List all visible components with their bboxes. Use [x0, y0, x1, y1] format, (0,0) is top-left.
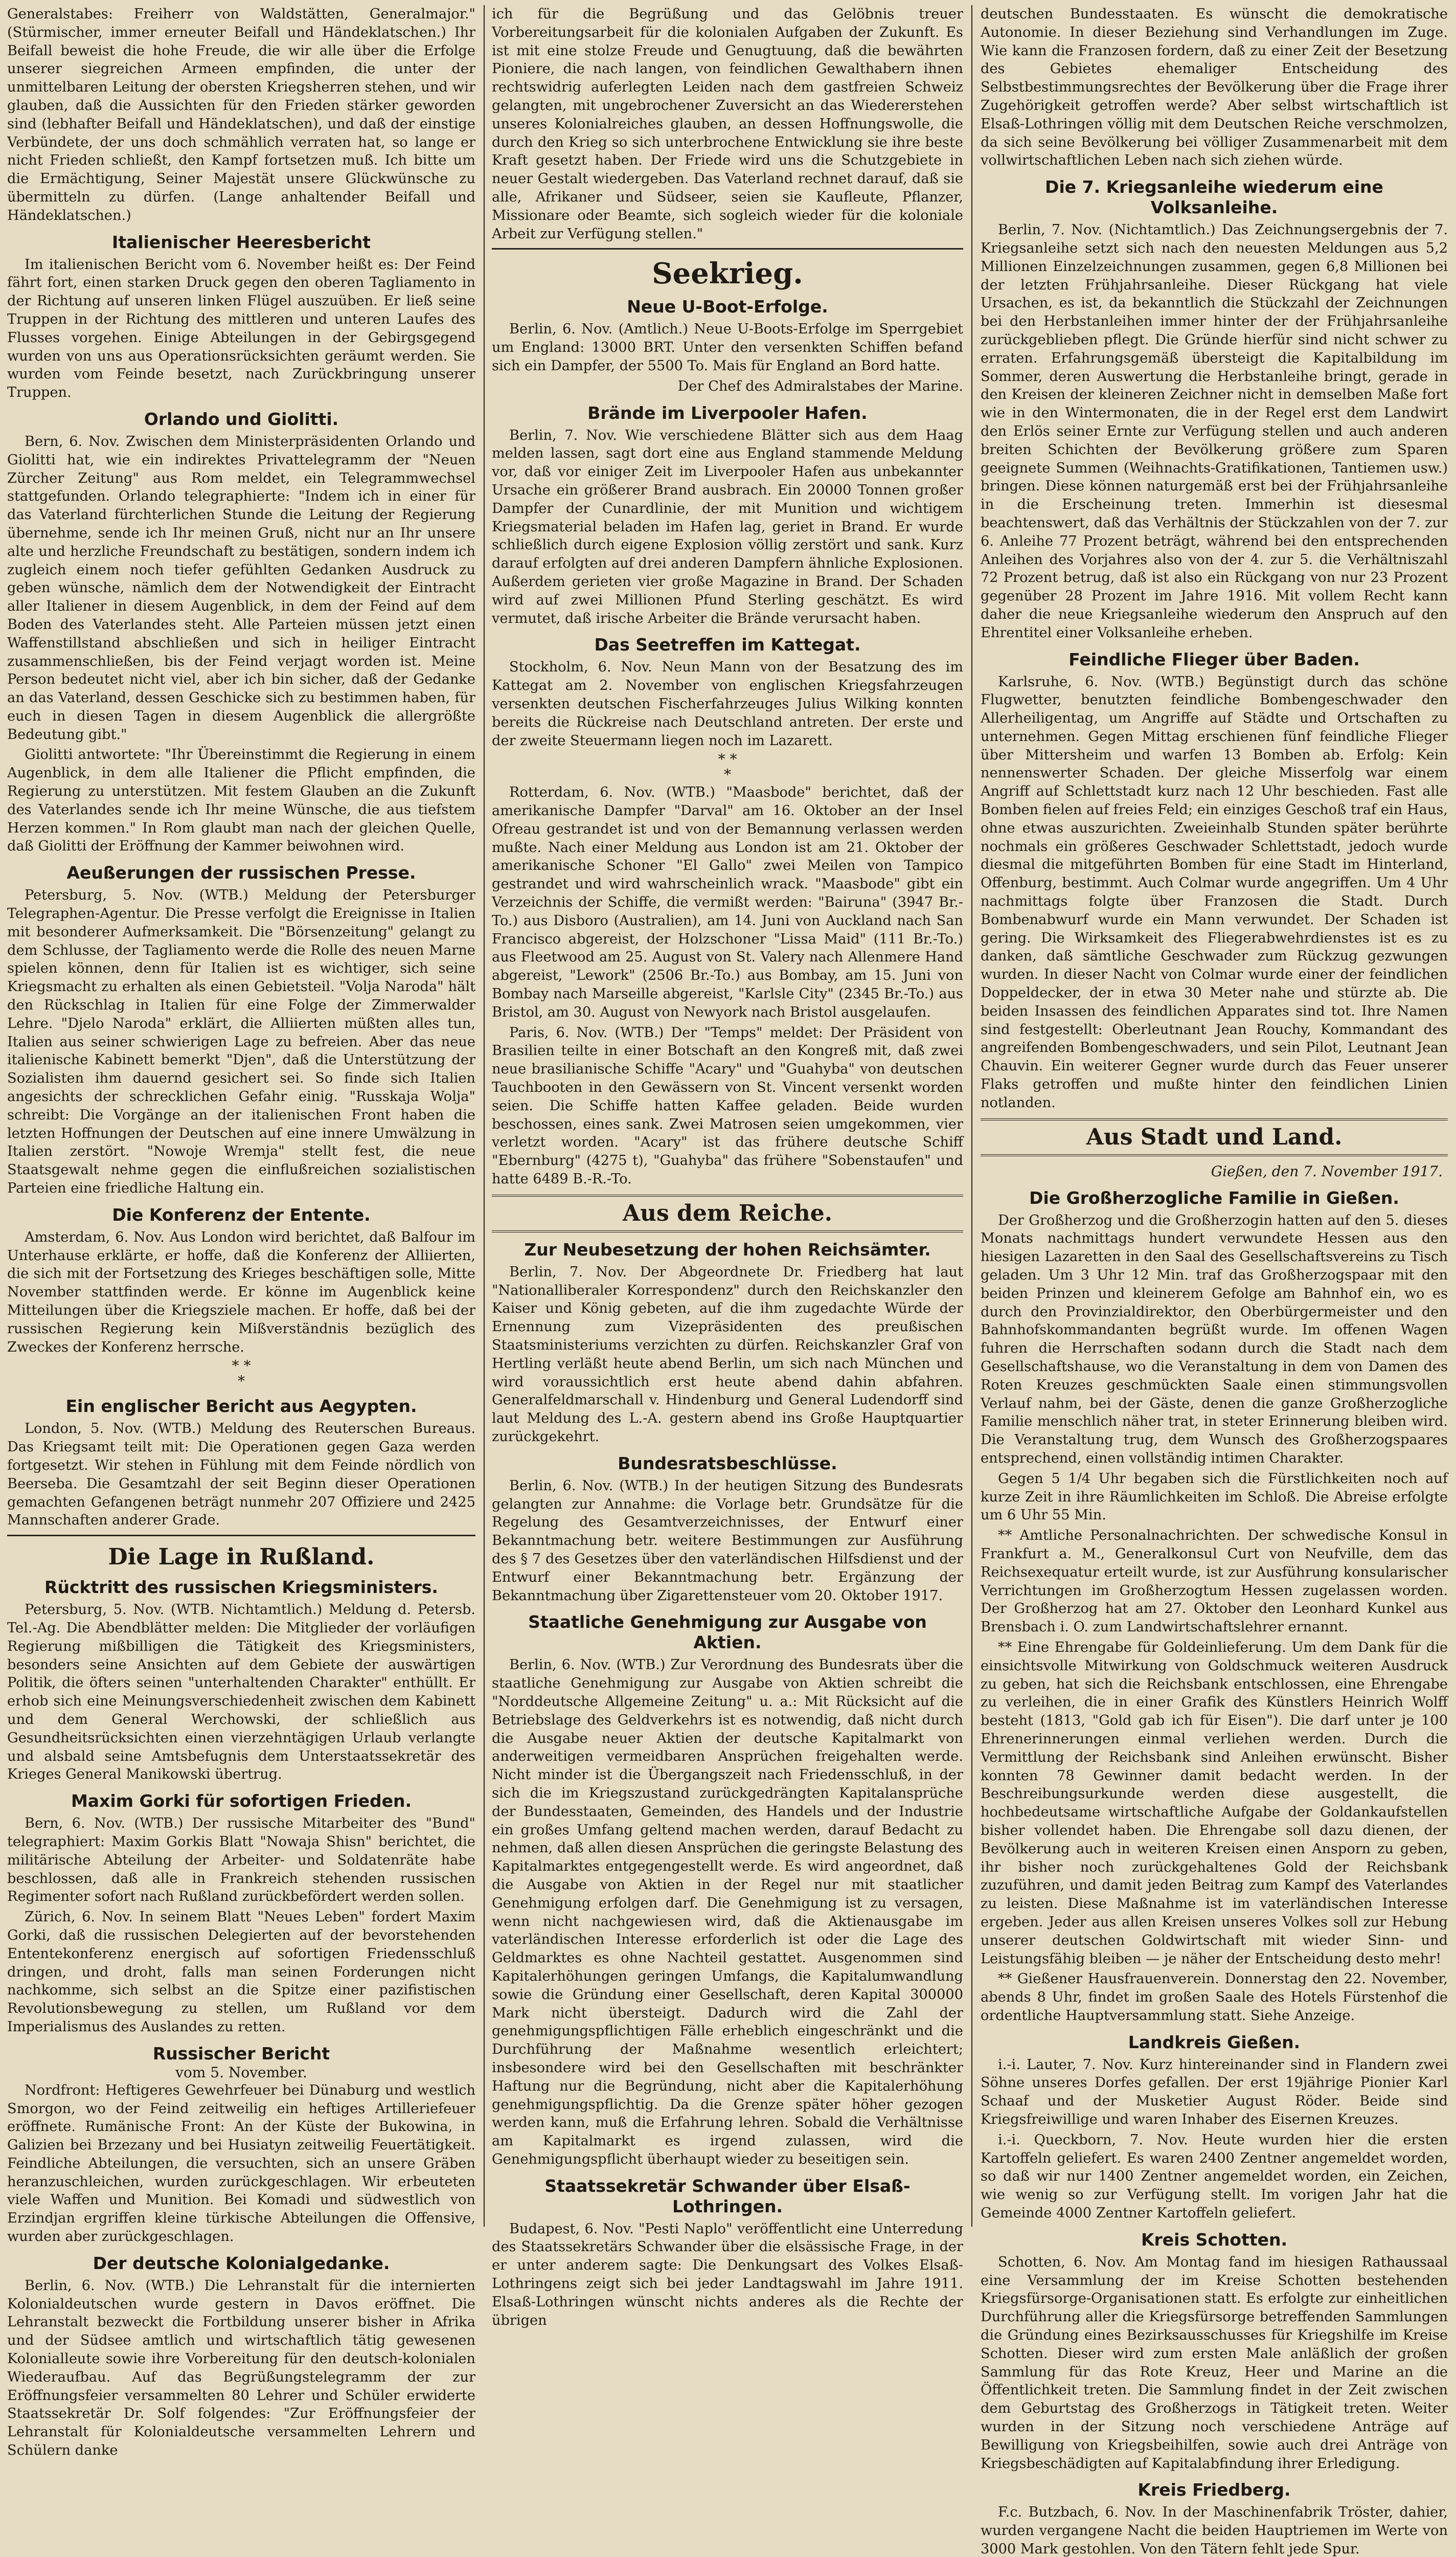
- article-text: Bern, 6. Nov. (WTB.) Der russische Mitarbeiter des "Bund" telegraphiert: Maxim Gorkis Blatt "Nowaja Shisn" berichtet, die militärische Abteilung der Arbeiter- und Soldatenräte habe beschlossen, daß alle in Frankreich stehenden russischen Regimenter sofort nach Rußland zurückbefördert werden sollen.: [7, 1815, 475, 1905]
- column-rule: [971, 5, 972, 2227]
- article-heading: Brände im Liverpooler Hafen.: [587, 402, 868, 423]
- section-title: Aus dem Reiche.: [622, 1200, 833, 1226]
- article-heading: Die 7. Kriegsanleihe wiederum eine Volksanleihe.: [1045, 177, 1383, 218]
- article-text: i.-i. Lauter, 7. Nov. Kurz hintereinander sind in Flandern zwei Söhne unseres Dorfes gefallen. Der erst 19jährige Pionier Karl Schaaf und der Musketier August Röder. Beide sind Kriegsfreiwillige und waren Inhaber des Eisernen Kreuzes.: [981, 2056, 1448, 2128]
- article-text: Giolitti antwortete: "Ihr Übereinstimmt die Regierung in einem Augenblick, in dem alle Italiener die Pflicht empfinden, die Regierung zu unterstützen. Mit festem Glauben an die Zukunft des Vaterlandes sende ich Ihr meine Wünsche, die aus tiefstem Herzen kommen." In Rom glaubt man nach der gleichen Quelle, daß Giolitti der Eröffnung der Kammer beiwohnen wird.: [7, 747, 475, 855]
- section-banner: [492, 1195, 963, 1232]
- article-heading: Bundesratsbeschlüsse.: [618, 1453, 837, 1473]
- article-text: Bern, 6. Nov. Zwischen dem Ministerpräsidenten Orlando und Giolitti hat, wie ein indirektes Privattelegramm der "Neuen Zürcher Zeitung" aus Rom meldet, ein Telegrammwechsel stattgefunden. Orlando telegraphierte: "Indem ich in einer für das Vaterland fürchterlichen Stunde die Leitung der Regierung übernehme, sende ich Ihr meinen Gruß, nicht nur an Ihr unsere alte und herzliche Freundschaft zu bestätigen, sondern indem ich zugleich einem noch tiefer gefühlten Gedanken Ausdruck zu geben wünsche, nämlich dem der Notwendigkeit der Eintracht aller Italiener in diesem Augenblick, in dem der Feind auf dem Boden des Vaterlandes steht. Alle Parteien müssen jetzt einen Waffenstillstand abschließen und sich in heiliger Eintracht zusammenschließen, bis der Feind verjagt worden ist. Meine Person bedeutet nicht viel, aber ich bin sicher, daß der Gedanke an das Vaterland, dessen Geschicke sich zu bestimmen haben, für euch in diesen Tagen in diesem Augenblick die allergrößte Bedeutung gibt.": [7, 433, 475, 743]
- article-heading: Neue U-Boot-Erfolge.: [627, 297, 828, 317]
- article-text: Gegen 5 1/4 Uhr begaben sich die Fürstlichkeiten noch auf kurze Zeit in ihre Räumlichkeiten im Schloß. Die Abreise erfolgte um 6 Uhr 55 Min.: [981, 1470, 1448, 1523]
- article-text: ich für die Begrüßung und das Gelöbnis treuer Vorbereitungsarbeit für die kolonialen Aufgaben der Zukunft. Es ist mit eine stolze Freude und Genugtuung, daß die bewährten Pioniere, die nach langen, von feindlichen Gewalthabern ihnen rechtswidrig auferlegten Leiden nach dem gastfreien Schweiz gelangten, mit ungebrochener Zuversicht an das Wiedererstehen unseres Kolonialreiches glauben, an dessen Hoffnungswolle, die durch den Krieg so sich unterbrochene Entwicklung sie ihre beste Kraft gesetzt haben. Der Friede wird uns die Schutzgebiete in neuer Gestalt wiedergeben. Das Vaterland rechnet darauf, daß sie alle, Afrikaner und Südseer, seien sie Kaufleute, Pflanzer, Missionare oder Beamte, sich sogleich wieder für die koloniale Arbeit zur Verfügung stellen.": [492, 6, 963, 242]
- article-heading: Der deutsche Kolonialgedanke.: [93, 2253, 390, 2273]
- section-separator: * * *: [232, 1357, 251, 1390]
- article-text: ** Amtliche Personalnachrichten. Der schwedische Konsul in Frankfurt a. M., Generalkonsul Curt von Neufville, dem das Reichsexequatur erteilt wurde, ist zur Ausführung konsularischer Verrichtungen im Großherzogtum Hessen zugelassen worden. Der Großherzog hat am 27. Oktober den Leonhard Kunkel aus Brensbach i. O. zum Landwirtschaftslehrer ernannt.: [981, 1528, 1448, 1635]
- article-heading: Kreis Schotten.: [1141, 2229, 1288, 2250]
- article-heading: Italienischer Heeresbericht: [111, 232, 371, 252]
- article-heading: Rücktritt des russischen Kriegsministers.: [44, 1577, 438, 1598]
- article-text: Schotten, 6. Nov. Am Montag fand im hiesigen Rathaussaal eine Versammlung der im Kreise Schotten bestehenden Kriegsfürsorge-Organisationen statt. Es erfolgte zur einheitlichen Durchführung aller die Kriegsfürsorge betreffenden Sammlungen die Gründung eines Bezirksausschusses für Kriegshilfe im Kreise Schotten. Dieser wird zum ersten Male anläßlich der großen Sammlung für das Rote Kreuz, Heer und Marine an die Öffentlichkeit treten. Die Sammlung findet in der Zeit zwischen dem Geburtstag des Großherzogs in Tätigkeit treten. Weiter wurden in der Sitzung noch verschiedene Anträge auf Bewilligung von Kriegsbeihilfen, sowie auch drei Anträge von Kriegsbeschädigten auf Kapitalabfindung ihrer Erledigung.: [981, 2254, 1448, 2472]
- article-text: Berlin, 6. Nov. (Amtlich.) Neue U-Boots-Erfolge im Sperrgebiet um England: 13000 BRT. Unter den versenkten Schiffen befand sich ein Dampfer, der 5500 To. Mais für England an Bord hatte.: [492, 321, 963, 374]
- article-text: Paris, 6. Nov. (WTB.) Der "Temps" meldet: Der Präsident von Brasilien teilte in einer Botschaft an den Kongreß mit, daß zwei neue brasilianische Schiffe "Acary" und "Guahyba" von deutschen Tauchbooten in den Gewässern von St. Vincent versenkt worden seien. Die Schiffe hatten Kaffee geladen. Beide wurden beschossen, eines sank. Zwei Matrosen seien umgekommen, vier verletzt worden. "Acary" ist das frühere deutsche Schiff "Ebernburg" (4275 t), "Guahyba" das frühere "Sobenstaufen" und hatte 6489 B.-R.-To.: [492, 1024, 963, 1187]
- article-text: Petersburg, 5. Nov. (WTB.) Meldung der Petersburger Telegraphen-Agentur. Die Presse verfolgt die Ereignisse in Italien mit besonderer Aufmerksamkeit. Die "Börsenzeitung" gelangt zu dem Schlusse, der Tagliamento werde die Rolle des neuen Marne spielen können, denn für Italien ist es wichtiger, sich seine Kriegsmacht zu erhalten als einen Gebietsteil. "Volja Naroda" hält den Rückschlag in Italien für eine Folge der Zimmerwalder Lehre. "Djelo Naroda" erklärt, die Alliierten müßten alles tun, Italien aus seiner schwierigen Lage zu befreien. Aber das neue italienische Kabinett bemerkt "Djen", daß die Unterstützung der Sozialisten ihm dauernd gesichert sei. So finde sich Italien angesichts der schrecklichen Gefahr einig. "Russkaja Wolja" schreibt: Die Vorgänge an der italienischen Front haben die letzten Hoffnungen der Deutschen auf eine innere Umwälzung in Italien zerstört. "Nowoje Wremja" stellt fest, die neue Staatsgewalt nehme gegen die einflußreichen sozialistischen Parteien eine friedliche Haltung ein.: [7, 887, 475, 1197]
- article-text: Petersburg, 5. Nov. (WTB. Nichtamtlich.) Meldung d. Petersb. Tel.-Ag. Die Abendblätter melden: Die Mitglieder der vorläufigen Regierung mißbilligen die Tätigkeit des Kriegsministers, besonders seine Ansichten auf dem Gebiete der auswärtigen Politik, die öfters seinen "unterhaltenden Charakter" enthüllt. Er erhob sich eine Meinungsverschiedenheit zwischen dem Kabinett und dem General Werchowski, der schließlich aus Gesundheitsrücksichten einen vierzehntägigen Urlaub verlangte und alsbald seine Amtsbefugnis dem Unterstaatssekretär des Krieges General Manikowski übertrug.: [7, 1602, 475, 1783]
- article-text: Berlin, 6. Nov. (WTB.) Zur Verordnung des Bundesrats über die staatliche Genehmigung zur Ausgabe von Aktien schreibt die "Norddeutsche Allgemeine Zeitung" u. a.: Mit Rücksicht auf die Betriebslage des Geldverkehrs ist es notwendig, daß nicht durch die Ausgabe neuer Aktien der deutsche Kapitalmarkt von anderweitigen vermeidbaren Ansprüchen freigehalten werde. Nicht minder ist die Übergangszeit nach Friedensschluß, in der sich die im Kriegszustand zurückgedrängten Kapitalansprüche der Bundesstaaten, Gemeinden, des Handels und der Industrie ein großes Umfang geltend machen werden, darauf Bedacht zu nehmen, daß allen diesen Ansprüchen die geringste Belastung des Kapitalmarktes entgegengestellt werde. Es wird angeordnet, daß die Ausgabe von Aktien in der Regel nur mit staatlicher Genehmigung erfolgen darf. Die Genehmigung ist zu versagen, wenn nicht nachgewiesen wird, daß die Aktienausgabe im vaterländischen Interesse erforderlich ist oder die Lage des Geldmarktes es ohne Nachteil gestattet. Ausgenommen sind Kapitalerhöhungen geringen Umfangs, die Kapitalumwandlung sowie die Gründung einer Gesellschaft, deren Kapital 300000 Mark nicht übersteigt. Dadurch wird die Zahl der genehmigungspflichtigen Fälle erheblich eingeschränkt und die Durchführung der Maßnahme wesentlich erleichtert; insbesondere wird bei den Gesellschaften mit beschränkter Haftung nur die Begründung, nicht aber die Kapitalerhöhung genehmigungspflichtig. Da die Grenze später höher gezogen werden kann, muß die Erfahrung lehren. Sobald die Verhältnisse am Kapitalmarkt es irgend zulassen, wird die Genehmigungspflicht überhaupt wieder zu beseitigen sein.: [492, 1657, 963, 2167]
- article-heading: Russischer Bericht: [152, 2043, 330, 2063]
- article-text: deutschen Bundesstaaten. Es wünscht die demokratische Autonomie. In dieser Beziehung sind Verhandlungen im Zuge. Wie kann die Franzosen fordern, daß zu einer Zeit der Besetzung des Gebietes ehemaliger Entscheidung des Selbstbestimmungsrechtes der Bevölkerung über die Frage ihrer Zugehörigkeit getroffen werde? Aber selbst wirtschaftlich ist Elsaß-Lothringen völlig mit dem Deutschen Reiche verschmolzen, da sich seine Bevölkerung bei völliger Zusammenarbeit mit dem vollwirtschaftlichen Leben nach sich ziehen würde.: [981, 6, 1448, 169]
- section-title: Die Lage in Rußland.: [108, 1544, 375, 1571]
- article-heading: Ein englischer Bericht aus Aegypten.: [65, 1396, 417, 1417]
- article-heading: Aeußerungen der russischen Presse.: [66, 863, 416, 883]
- article-text: Berlin, 7. Nov. (Nichtamtlich.) Das Zeichnungsergebnis der 7. Kriegsanleihe setzt sich nach den neuesten Meldungen aus 5,2 Millionen Einzelzeichnungen zusammen, gegen 6,8 Millionen bei der letzten Frühjahrsanleihe. Dieser Rückgang hat viele Ursachen, es ist, da bekanntlich die Stückzahl der Zeichnungen bei den Herbstanleihen immer hinter der der Frühjahrsanleihe zurückgeblieben pflegt. Die Gründe hierfür sind nicht schwer zu erraten. Erfahrungsgemäß übersteigt die Kapitalbildung im Sommer, deren Auswertung die Herbstanleihe bringt, gerade in den Kreisen der kleineren Zeichner nicht in demselben Maße fort wie in den Wintermonaten, die in der Regel erst dem Landwirt den Erlös seiner Ernte zur Verfügung stellen und auch anderen breiten Schichten der Bevölkerung größere zum Sparen geeignete Summen (Weihnachts-Gratifikationen, Tantiemen usw.) bringen. Diese können naturgemäß erst bei der Frühjahrsanleihe in die Erscheinung treten. Immerhin ist diesesmal beachtenswert, daß das Verhältnis der Stückzahlen von der 7. zur 6. Anleihe 77 Prozent beträgt, während bei den entsprechenden Anleihen des Vorjahres also von der 4. zur 5. die Verhältniszahl 72 Prozent betrug, daß ist also ein Rückgang von nur 23 Prozent gegenüber 28 Prozent im Jahre 1916. Mit vollem Recht kann daher die neue Kriegsanleihe wiederum den Anspruch auf den Ehrentitel einer Volksanleihe erheben.: [981, 222, 1448, 641]
- article-text: Budapest, 6. Nov. "Pesti Naplo" veröffentlicht eine Unterredung des Staatssekretärs Schwander über die elsässische Frage, in der er unter anderem sagte: Die Denkungsart des Volkes Elsaß-Lothringens zeigt sich bei jeder Landtagswahl im Jahre 1911. Elsaß-Lothringen wünscht nichts anderes als die Rechte der übrigen: [492, 2220, 963, 2328]
- article-heading: Landkreis Gießen.: [1128, 2032, 1301, 2052]
- article-heading: Staatssekretär Schwander über Elsaß-Lothringen.: [544, 2175, 911, 2216]
- article-text: Zürich, 6. Nov. In seinem Blatt "Neues Leben" fordert Maxim Gorki, daß die russischen Delegierten auf der bevorstehenden Ententekonferenz energisch auf sofortigen Friedensschluß dringen, und droht, falls man seinen Forderungen nicht nachkomme, sich selbst an die Spitze einer pazifistischen Revolutionsbewegung zu stellen, um Rußland vor dem Imperialismus des Auslandes zu retten.: [7, 1909, 475, 2035]
- article-text: Karlsruhe, 6. Nov. (WTB.) Begünstigt durch das schöne Flugwetter, benutzten feindliche Bombengeschwader den Allerheiligentag, um Angriffe auf Städte und Ortschaften zu unternehmen. Gegen Mittag erschienen fünf feindliche Flieger über Mittersheim und warfen 13 Bomben ab. Erfolg: Kein nennenswerter Schaden. Der gleiche Misserfolg war einem Angriff auf Schlettstadt kurz nach 12 Uhr beschieden. Fast alle Bomben fielen auf freies Feld; ein einziges Geschoß traf ein Haus, ohne etwas auszurichten. Zweieinhalb Stunden später berührte nochmals ein größeres Geschwader Schlettstadt, jedoch wurde diesmal die mitgeführten Bomben für eine Stadt im Hinterland, Offenburg, bestimmt. Auch Colmar wurde angegriffen. Um 4 Uhr nachmittags folgte über Franzosen die Stadt. Durch Bombenabwurf wurde ein Mann verwundet. Der Schaden ist gering. Die Wirksamkeit des Fliegerabwehrdienstes ist es zu danken, daß sämtliche Geschwader zum Rückzug gezwungen wurden. In dieser Nacht von Colmar wurde einer der feindlichen Doppeldecker, der in etwa 30 Meter nahe und stürzte ab. Die beiden Insassen des feindlichen Apparates sind tot. Ihre Namen sind festgestellt: Oberleutnant Jean Rouchy, Kommandant des angreifenden Bombengeschwaders, und sein Pilot, Leutnant Jean Chauvin. Ein weiterer Gegner wurde durch das Feuer unserer Flaks getroffen und mußte hinter den feindlichen Linien notlanden.: [981, 674, 1448, 1111]
- article-heading: Die Konferenz der Entente.: [112, 1204, 371, 1225]
- article-text: Im italienischen Bericht vom 6. November heißt es: Der Feind fährt fort, einen starken Druck gegen den oberen Tagliamento in der Richtung auf unseren linken Flügel auszuüben. Er ließ seine Truppen in der Richtung des mittleren und unteren Laufes des Flusses vorgehen. Einige Abteilungen in der Gebirgsgegend wurden von uns aus Operationsrücksichten geräumt werden. Sie wurden vom Feinde besetzt, nach Zurückbringung unserer Truppen.: [7, 256, 475, 401]
- section-banner: [981, 1118, 1448, 1156]
- article-text: Berlin, 7. Nov. Der Abgeordnete Dr. Friedberg hat laut "Nationalliberaler Korrespondenz" durch den Reichskanzler den Kaiser und König gebeten, auf die ihm zugedachte Würde der Ernennung zum Vizepräsidenten des preußischen Staatsministeriums verzichten zu dürfen. Reichskanzler Graf von Hertling verläßt heute abend Berlin, um sich nach München und wird voraussichtlich erst heute abend dahin abfahren. Generalfeldmarschall v. Hindenburg und General Ludendorff sind laut Meldung des L.-A. gestern abend ins Große Hauptquartier zurückgekehrt.: [492, 1264, 963, 1445]
- dateline: Gießen, den 7. November 1917.: [1211, 1162, 1443, 1180]
- article-text: Berlin, 7. Nov. Wie verschiedene Blätter sich aus dem Haag melden lassen, sagt dort eine aus England stammende Meldung vor, daß vor einiger Zeit im Liverpooler Hafen aus unbekannter Ursache ein größerer Brand ausbrach. Ein 20000 Tonnen großer Dampfer der Cunardlinie, der mit Munition und wichtigem Kriegsmaterial beladen im Hafen lag, geriet in Brand. Er wurde schließlich durch eigene Explosion völlig zerstört und sank. Kurz darauf erfolgten auf drei anderen Dampfern ähnliche Explosionen. Außerdem gerieten vier große Magazine in Brand. Der Schaden wird auf zwei Millionen Pfund Sterling geschätzt. Es wird vermutet, daß irische Arbeiter die Brände verursacht haben.: [492, 427, 963, 626]
- divider: [7, 1535, 475, 1536]
- article-text: Stockholm, 6. Nov. Neun Mann von der Besatzung des im Kattegat am 2. November von englischen Kriegsfahrzeugen versenkten deutschen Fischerfahrzeuges Julius Wilking konnten bereits die Rückreise nach Deutschland antreten. Der erste und der zweite Steuermann liegen noch im Lazarett.: [492, 659, 963, 749]
- article-text: ** Eine Ehrengabe für Goldeinlieferung. Um dem Dank für die einsichtsvolle Mitwirkung von Goldschmuck weiteren Ausdruck zu geben, hat sich die Reichsbank entschlossen, eine Ehrengabe zu verleihen, die in einer Grafik des Künstlers Heinrich Wolff besteht (1813, "Gold gab ich für Eisen"). Die darf unter je 100 Ehrenerinnerungen einmal verliehen werden. Durch die Vermittlung der Reichsbank sind Anleihen erwünscht. Bisher konnten 78 Gewinner damit bedacht werden. In der Beschreibungsurkunde werden diese ausgestellt, die hochbedeutsame wirtschaftliche Aufgabe der Goldankaufstellen bisher vollendet haben. Die Ehrengabe soll dazu dienen, der Bevölkerung auch in weiteren Kreisen einen Ansporn zu geben, ihr bisher noch zurückgehaltenes Gold der Reichsbank zuzuführen, und damit jeden Beitrag zum Kampf des Vaterlandes zu leisten. Diese Maßnahme ist im vaterländischen Interesse ergeben. Jeder aus allen Kreisen unseres Volkes soll zur Hebung unserer deutschen Goldwirtschaft mit wieder Sinn- und Leistungsfähig bleiben — je näher der Entscheidung desto mehr!: [981, 1639, 1448, 1967]
- article-heading: Zur Neubesetzung der hohen Reichsämter.: [524, 1239, 931, 1260]
- section-title: Seekrieg.: [652, 257, 803, 291]
- article-text: i.-i. Queckborn, 7. Nov. Heute wurden hier die ersten Kartoffeln geliefert. Es waren 2400 Zentner angemeldet worden, so daß wir nur 1400 Zentner angemeldet worden, ein Zeichen, wie wenig so zur Verfügung stellt. Im vorigen Jahr hat die Gemeinde 4000 Zentner Kartoffeln geliefert.: [981, 2132, 1448, 2222]
- article-heading: Die Großherzogliche Familie in Gießen.: [1029, 1187, 1399, 1208]
- column-1: [7, 5, 475, 2459]
- article-text: ** Gießener Hausfrauenverein. Donnerstag den 22. November, abends 8 Uhr, findet im großen Saale des Hotels Fürstenhof die ordentliche Hauptversammlung statt. Siehe Anzeige.: [981, 1971, 1448, 2024]
- article-signature: Der Chef des Admiralstabes der Marine.: [677, 378, 963, 394]
- article-text: Der Großherzog und die Großherzogin hatten auf den 5. dieses Monats nachmittags hundert verwundete Hessen aus den hiesigen Lazaretten in den Saal des Gesellschaftsvereins zu Tisch geladen. Um 3 Uhr 12 Min. traf das Großherzogspaar mit den beiden Prinzen und kleinerem Gefolge am Bahnhof ein, wo es durch den Provinzialdirektor, den Oberbürgermeister und den Bahnhofskommandanten begrüßt wurde. Im offenen Wagen fuhren die Herrschaften sodann durch die Stadt nach dem Gesellschaftshause, wo die Veranstaltung in dem von Damen des Roten Kreuzes geschmückten Saale einen stimmungsvollen Verlauf nahm, bei der Gäste, denen die ganze Großherzogliche Familie menschlich näher trat, in steter Erinnerung bleiben wird. Die Veranstaltung trug, dem Wunsch des Großherzogspaares entsprechend, einen vollständig intimen Charakter.: [981, 1212, 1448, 1466]
- article-heading: Kreis Friedberg.: [1138, 2480, 1291, 2500]
- article-text: F.c. Butzbach, 6. Nov. In der Maschinenfabrik Tröster, dahier, wurden vergangene Nacht die beiden Hauptriemen im Werte von 3000 Mark gestohlen. Von den Tätern fehlt jede Spur.: [981, 2504, 1448, 2557]
- article-heading: Staatliche Genehmigung zur Ausgabe von Aktien.: [528, 1612, 927, 1653]
- article-text: Berlin, 6. Nov. (WTB.) Die Lehranstalt für die internierten Kolonialdeutschen wurde gestern in Davos eröffnet. Die Lehranstalt bezweckt die Fortbildung unserer bisher in Afrika und der Südsee amtlich und wirtschaftlich tätig gewesenen Kolonialleute sowie ihre Vorbereitung für den deutsch-kolonialen Wiederaufbau. Auf das Begrüßungstelegramm der zur Eröffnungsfeier versammelten 80 Lehrer und Schüler erwiderte Staatssekretär Dr. Solf folgendes: "Zur Eröffnungsfeier der Lehranstalt für Kolonialdeutsche versammelten Lehrern und Schülern danke: [7, 2277, 475, 2459]
- article-heading: Maxim Gorki für sofortigen Frieden.: [71, 1791, 412, 1811]
- article-heading: Feindliche Flieger über Baden.: [1068, 649, 1360, 669]
- article-heading: Orlando und Giolitti.: [144, 409, 339, 429]
- article-text: Rotterdam, 6. Nov. (WTB.) "Maasbode" berichtet, daß der amerikanische Dampfer "Darval" am 16. Oktober an der Insel Ofreau gestrandet ist und von der Bemannung verlassen werden mußte. Nach einer Meldung aus London ist am 21. Oktober der amerikanische Schoner "El Gallo" zwei Meilen von Tampico gestrandet und wird wahrscheinlich wrack. "Maasbode" gibt ein Verzeichnis der Schiffe, die vermißt werden: "Bairuna" (3947 Br.-To.) aus Disboro (Australien), am 14. Juni von Auckland nach San Francisco abgereist, der Holzschoner "Lissa Maid" (111 Br.-To.) aus Fleetwood am 25. August von St. Valery nach Allenmere Hand abgereist, "Lework" (2506 Br.-To.) aus Bombay, am 15. Juni von Bombay nach Marseille abgereist, "Karlsle City" (2345 Br.-To.) aus Bristol, am 30. August von Newyork nach Bristol ausgelaufen.: [492, 784, 963, 1020]
- divider: [492, 248, 963, 250]
- article-text: Generalstabes: Freiherr von Waldstätten, Generalmajor." (Stürmischer, immer erneuter Beifall und Händeklatschen.) Ihr Beifall beweist die hohe Freude, die wir alle über die Erfolge unserer siegreichen Armeen empfinden, die unter der unmittelbaren Leitung der obersten Kriegsherren stehen, und wir glauben, daß die Aussichten für den Frieden stärker geworden sind (lebhafter Beifall und Händeklatschen), und daß der einstige Verbündete, der uns doch schmählich verraten hat, so lange er nicht Frieden schließt, den Kampf fortsetzen muß. Ich bitte um die Ermächtigung, Seiner Majestät unsere Glückwünsche zu übermitteln zu dürfen. (Lange anhaltender Beifall und Händeklatschen.): [7, 6, 475, 223]
- column-rule: [484, 5, 485, 2227]
- section-separator: * * *: [718, 751, 737, 783]
- column-3: [981, 5, 1448, 2557]
- article-text: Nordfront: Heftigeres Gewehrfeuer bei Dünaburg und westlich Smorgon, wo der Feind zeitweilig ein heftiges Artilleriefeuer eröffnete. Rumänische Front: An der Küste der Bukowina, in Galizien bei Brzezany und bei Husiatyn zeitweilig Feuertätigkeit. Feindliche Abteilungen, die versuchten, sich an unsere Gräben heranzuschleichen, wurden zurückgeschlagen. Wir erbeuteten viele Waffen und Munition. Bei Komadi und südwestlich von Erzindjan ergriffen kleine türkische Abteilungen die Offensive, wurden aber zurückgeschlagen.: [7, 2082, 475, 2245]
- article-text: Amsterdam, 6. Nov. Aus London wird berichtet, daß Balfour im Unterhause erklärte, er hoffe, daß die Konferenz der Alliierten, die sich mit der Fortsetzung des Krieges beschäftigen solle, Mitte November stattfinden werde. Er könne im Augenblick keine Mitteilungen über die Kriegsziele machen. Er hoffe, daß bei der russischen Regierung kein Mißverständnis bezüglich des Zweckes der Konferenz herrsche.: [7, 1229, 475, 1355]
- section-title: Aus Stadt und Land.: [1086, 1124, 1343, 1150]
- article-text: London, 5. Nov. (WTB.) Meldung des Reuterschen Bureaus. Das Kriegsamt teilt mit: Die Operationen gegen Gaza werden fortgesetzt. Wir stehen in Fühlung mit dem Feinde nördlich von Beerseba. Die Gesamtzahl der seit Beginn dieser Operationen gemachten Gefangenen beträgt nunmehr 207 Offiziere und 2425 Mannschaften anderer Grade.: [7, 1421, 475, 1529]
- column-2: [492, 5, 963, 2328]
- article-subheading: vom 5. November.: [175, 2063, 307, 2081]
- article-heading: Das Seetreffen im Kattegat.: [594, 635, 861, 655]
- article-text: Berlin, 6. Nov. (WTB.) In der heutigen Sitzung des Bundesrats gelangten zur Annahme: die Vorlage betr. Grundsätze für die Regelung des Gesamtverzeichnisses, der Entwurf einer Bekanntmachung betr. weitere Bestimmungen zur Ausführung des § 7 des Gesetzes über den vaterländischen Hilfsdienst und der Entwurf einer Bekanntmachung betr. Ergänzung der Bekanntmachung über Zigarettensteuer vom 20. Oktober 1917.: [492, 1477, 963, 1604]
